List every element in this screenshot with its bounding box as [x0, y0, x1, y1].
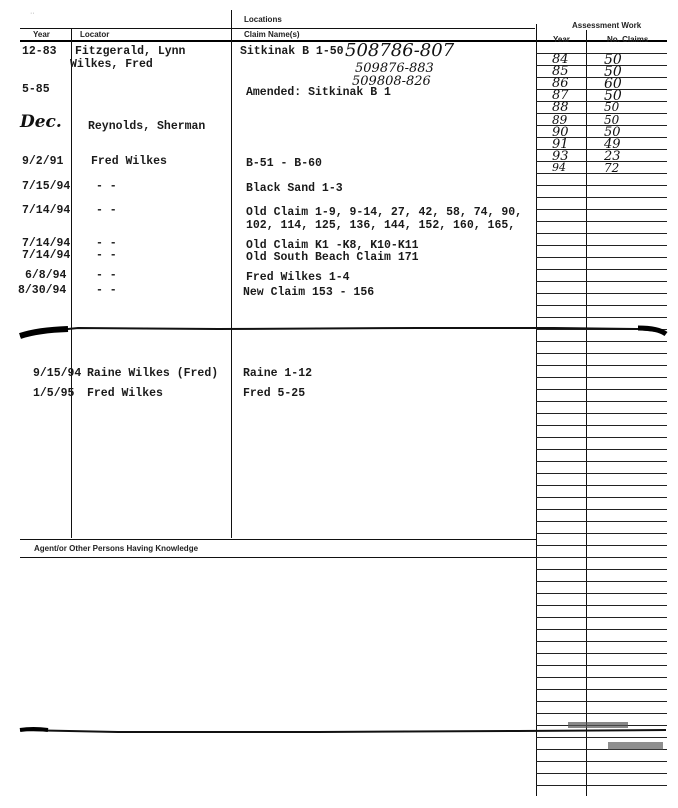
row-year: 7/14/94 [22, 249, 71, 262]
bottom-ink-stroke [18, 722, 668, 772]
row-locator: Reynolds, Sherman [88, 120, 206, 133]
row-claim: Black Sand 1-3 [246, 182, 343, 195]
row-claim: Old South Beach Claim 171 [246, 251, 419, 264]
row-claim: New Claim 153 - 156 [243, 286, 375, 299]
row-year: 7/14/94 [22, 204, 71, 217]
aw-claims: 50 [604, 88, 622, 104]
row-year: 9/2/91 [22, 155, 64, 168]
row-claim: Old Claim K1 -K8, K10-K11 [246, 239, 419, 252]
handwritten-claim-number: 508786-807 [345, 40, 455, 61]
corner-mark: ·· [30, 10, 35, 17]
aw-year: 88 [552, 100, 569, 115]
row-locator: Raine Wilkes (Fred) [87, 367, 219, 380]
handwritten-claim-number: 509876-883 [355, 61, 434, 76]
aw-claims: 50 [604, 64, 622, 80]
aw-year: 89 [552, 113, 568, 127]
aw-claims: 23 [604, 149, 621, 164]
handwritten-claim-number: 509808-826 [352, 74, 431, 89]
aw-claims: 50 [604, 113, 620, 127]
row-locator: - - [96, 249, 117, 262]
aw-year: 86 [552, 76, 569, 91]
ink-stroke [18, 322, 668, 344]
agent-top-rule [20, 539, 536, 540]
row-year: 6/8/94 [25, 269, 67, 282]
row-locator: - - [96, 284, 117, 297]
row-locator: Fred Wilkes [91, 155, 167, 168]
row-year: 5-85 [22, 83, 50, 96]
row-claim: B-51 - B-60 [246, 157, 322, 170]
row-locator: - - [96, 237, 117, 250]
row-claim: Amended: Sitkinak B 1 [246, 86, 391, 99]
row-locator: - - [96, 204, 117, 217]
aw-claims: 50 [604, 125, 621, 140]
row-claim: Old Claim 1-9, 9-14, 27, 42, 58, 74, 90, [246, 206, 523, 219]
divider-claims-assessment [536, 24, 537, 796]
aw-year: 84 [552, 52, 569, 67]
row-claim: Sitkinak B 1-50 [240, 45, 344, 58]
row-locator: Wilkes, Fred [70, 58, 153, 71]
assessment-title: Assessment Work [572, 21, 642, 30]
row-locator: - - [96, 269, 117, 282]
col-claims-header: Claim Name(s) [244, 30, 300, 39]
header-top-rule [20, 28, 535, 29]
row-year: 7/15/94 [22, 180, 71, 193]
aw-claims: 50 [604, 52, 622, 68]
row-year: 7/14/94 [22, 237, 71, 250]
row-locator: Fitzgerald, Lynn [75, 45, 186, 58]
header-bottom-rule [20, 40, 667, 42]
row-claim: Raine 1-12 [243, 367, 313, 380]
aw-claims: 60 [604, 76, 622, 92]
row-year-handwritten: Dec. [20, 112, 62, 132]
aw-year: 85 [552, 64, 569, 79]
row-locator: Fred Wilkes [87, 387, 163, 400]
aw-claims: 50 [604, 100, 620, 114]
row-claim: 102, 114, 125, 136, 144, 152, 160, 165, [246, 219, 516, 232]
aw-year: 90 [552, 125, 569, 140]
row-locator: - - [96, 180, 117, 193]
row-year: 12-83 [22, 45, 57, 58]
locations-title: Locations [244, 15, 282, 24]
aw-year: 94 [552, 161, 566, 174]
aw-year: 87 [552, 88, 569, 103]
col-locator-header: Locator [80, 30, 110, 39]
agent-bottom-rule [20, 557, 536, 558]
row-year: 8/30/94 [18, 284, 67, 297]
col-aw-year-header: Year [553, 35, 570, 44]
col-aw-claims-header: No. Claims [607, 35, 649, 44]
divider-locator-claims [231, 10, 232, 538]
row-claim: Fred Wilkes 1-4 [246, 271, 350, 284]
agent-label: Agent/or Other Persons Having Knowledge [34, 544, 199, 553]
divider-year-locator [71, 28, 72, 538]
aw-year: 91 [552, 137, 569, 152]
aw-claims: 49 [604, 137, 621, 152]
row-year: 1/5/95 [33, 387, 75, 400]
aw-year: 93 [552, 149, 569, 164]
col-year-header: Year [33, 30, 50, 39]
aw-claims: 72 [604, 161, 620, 175]
row-claim: Fred 5-25 [243, 387, 306, 400]
row-year: 9/15/94 [33, 367, 82, 380]
